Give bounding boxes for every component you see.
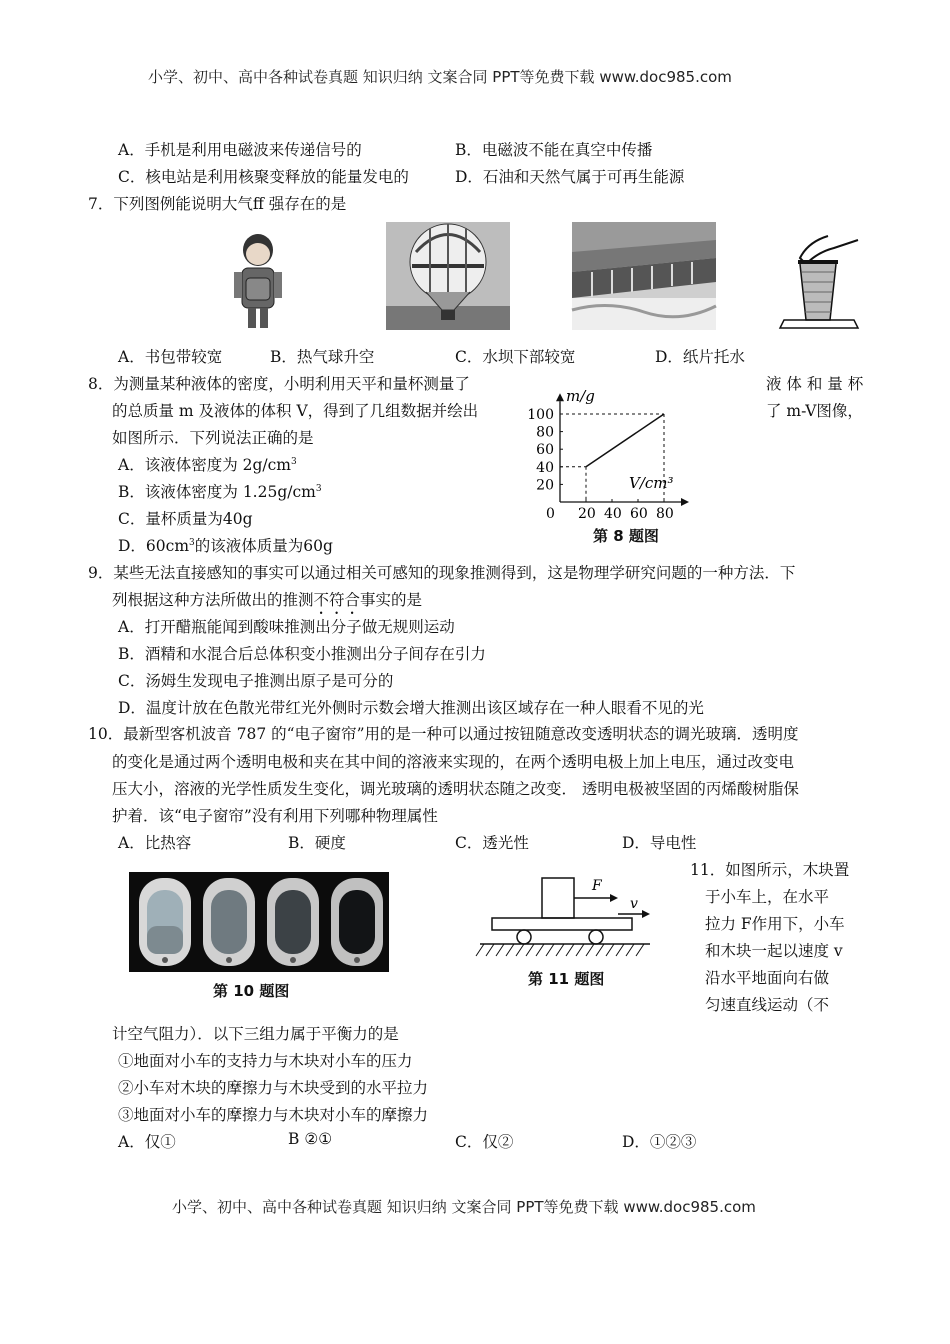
q8-stem-line1-right: 液 体 和 量 杯 (766, 375, 864, 393)
q9-stem-line2: 列根据这种方法所做出的推测不符合事实的是 (112, 591, 423, 609)
q11-stem-r3: 拉力 F作用下，小车 (705, 915, 845, 933)
cart-wheel-right (589, 930, 603, 944)
q6-option-c: C．核电站是利用核聚变释放的能量发电的 (118, 168, 409, 186)
q8-option-a: A．该液体密度为 $2g/cm^3$ (118, 456, 297, 474)
schoolbag-boy-image (226, 230, 290, 330)
q9-option-c: C．汤姆生发现电子推测出原子是可分的 (118, 672, 394, 690)
velocity-label: v (630, 896, 638, 912)
dam-image (572, 222, 716, 330)
y-tick-label: 60 (536, 442, 554, 459)
x-tick-label: 40 (604, 506, 622, 522)
q7-option-d: D．纸片托水 (655, 348, 745, 366)
q11-statement-1: ①地面对小车的支持力与木块对小车的压力 (118, 1052, 413, 1070)
q10-stem-line3: 压大小，溶液的光学性质发生变化，调光玻璃的透明状态随之改变． 透明电极被坚固的丙烯酸树脂保 (112, 780, 799, 798)
paper-holding-water-image (778, 232, 864, 330)
q10-figure-caption: 第 10 题图 (213, 982, 290, 1000)
q11-stem-r6: 匀速直线运动（不 (705, 996, 830, 1014)
q10-stem-line4: 护着．该“电子窗帘”没有利用下列哪种物理属性 (112, 807, 438, 825)
x-axis-arrow (681, 498, 689, 506)
q10-stem-line2: 的变化是通过两个透明电极和夹在其中间的溶液来实现的，在两个透明电极上加上电压，通过改变电 (112, 753, 795, 771)
hot-air-balloon-image (386, 222, 510, 330)
x-tick-label: 0 (546, 506, 555, 522)
q11-statement-3: ③地面对小车的摩擦力与木块对小车的摩擦力 (118, 1106, 429, 1124)
q6-option-a: A．手机是利用电磁波来传递信号的 (118, 141, 362, 159)
q7-option-a: A．书包带较宽 (118, 348, 223, 366)
force-label: F (592, 878, 602, 894)
q8-stem-line1: 8．为测量某种液体的密度，小明利用天平和量杯测量了 (88, 375, 470, 393)
q8-option-d: D．$60cm^3$的该液体质量为60g (118, 537, 333, 555)
q10-option-c: C．透光性 (455, 834, 529, 852)
x-tick-label: 80 (656, 506, 674, 522)
cart-body (492, 918, 632, 930)
mass-volume-chart (527, 374, 760, 526)
q11-stem-r1: 11．如图所示，木块置 (690, 861, 850, 879)
q11-figure-caption: 第 11 题图 (528, 970, 605, 988)
cart-block-diagram (470, 870, 670, 962)
q9-option-d: D．温度计放在色散光带红光外侧时示数会增大推测出该区域存在一种人眼看不见的光 (118, 699, 704, 717)
q8-option-b: B．该液体密度为 $1.25g/cm^3$ (118, 483, 322, 501)
q11-statement-2: ②小车对木块的摩擦力与木块受到的水平拉力 (118, 1079, 429, 1097)
q8-stem-line2-right: 了 m-V图像， (766, 402, 863, 420)
x-tick-label: 20 (578, 506, 596, 522)
q7-option-b: B．热气球升空 (270, 348, 375, 366)
x-axis-label: V/cm³ (629, 474, 674, 492)
emphasis-not-conform: 不符合 (313, 591, 361, 609)
footer-banner: 小学、初中、高中各种试卷真题 知识归纳 文案合同 PPT等免费下载 www.doc985.com (172, 1198, 756, 1216)
wooden-block (542, 878, 574, 918)
x-tick-label: 60 (630, 506, 648, 522)
q7-option-c: C．水坝下部较宽 (455, 348, 576, 366)
y-tick-label: 20 (536, 477, 554, 494)
q8-stem-line2: 的总质量 m 及液体的体积 V，得到了几组数据并绘出 (112, 402, 479, 420)
q11-option-b: B ②① (288, 1130, 333, 1148)
q9-option-a: A．打开醋瓶能闻到酸味推测出分子做无规则运动 (118, 618, 455, 636)
y-tick-label: 80 (536, 424, 554, 441)
y-tick-label: 40 (536, 459, 554, 476)
q8-option-c: C．量杯质量为40g (118, 510, 253, 528)
q8-figure-caption: 第 8 题图 (593, 527, 659, 545)
q11-option-a: A．仅① (118, 1133, 176, 1151)
q10-option-d: D．导电性 (622, 834, 697, 852)
y-axis-arrow (556, 393, 564, 401)
q9-option-b: B．酒精和水混合后总体积变小推测出分子间存在引力 (118, 645, 486, 663)
q11-stem-r5: 沿水平地面向右做 (705, 969, 830, 987)
y-axis-label: m/g (566, 387, 595, 406)
q11-stem-r4: 和木块一起以速度 v (705, 942, 843, 960)
q11-option-d: D．①②③ (622, 1133, 697, 1151)
q6-option-b: B．电磁波不能在真空中传播 (455, 141, 653, 159)
cart-wheel-left (517, 930, 531, 944)
q10-option-b: B．硬度 (288, 834, 346, 852)
q7-stem: 7．下列图例能说明大气ff 强存在的是 (88, 195, 347, 213)
q8-stem-line3: 如图所示．下列说法正确的是 (112, 429, 314, 447)
q10-option-a: A．比热容 (118, 834, 192, 852)
y-tick-label: 100 (527, 407, 554, 423)
q6-option-d: D．石油和天然气属于可再生能源 (455, 168, 685, 186)
q11-option-c: C．仅② (455, 1133, 514, 1151)
electronic-window-image (129, 872, 389, 972)
header-banner: 小学、初中、高中各种试卷真题 知识归纳 文案合同 PPT等免费下载 www.doc985.com (148, 68, 732, 86)
q11-stem-r2: 于小车上，在水平 (705, 888, 830, 906)
q9-stem-line1: 9．某些无法直接感知的事实可以通过相关可感知的现象推测得到，这是物理学研究问题的一种方法．下 (88, 564, 796, 582)
series-line (586, 414, 664, 467)
q10-stem-line1: 10．最新型客机波音 787 的“电子窗帘”用的是一种可以通过按钮随意改变透明状态的调光玻璃．透明度 (88, 725, 799, 743)
q11-stem-line: 计空气阻力）．以下三组力属于平衡力的是 (112, 1025, 399, 1043)
